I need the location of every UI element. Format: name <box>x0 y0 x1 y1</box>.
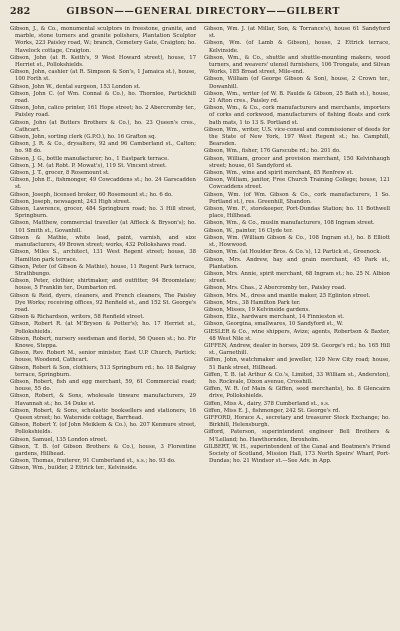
directory-entry: Gibson, Wm., builder, 2 Ettrick ter., Kelvinside. <box>10 465 138 472</box>
directory-entry: Gibson, John (at Butters Brothers & Co.), ho. 23 Queen's cres., Cathcart. <box>10 119 196 133</box>
directory-entry: Gibson, J. G., bottle manufacturer; ho., 1 Eastpark terrace. <box>10 155 169 162</box>
directory-entry: Giffen, Miss E. J., fishmonger, 242 St. George's rd. <box>204 407 341 414</box>
directory-entry: Gibson, J. R. & Co., drysalters, 92 and 96 Camberland st., Calton; ho. 98 do. <box>10 141 196 155</box>
directory-entry: Giffen, W. R. (of Main & Giffen, seed merchants), ho. 8 Glencairn drive, Pollokshields. <box>204 386 390 400</box>
directory-entry: Gibson, Matthew, commercial traveller (at Affleck & Bryson's); ho. 101 Smith st., Govanhill. <box>10 220 196 234</box>
directory-entry: Gibson, John, calico printer, 161 Hope street; ho. 2 Abercromby ter., Paisley road. <box>10 105 196 119</box>
running-title: GIBSON——GENERAL DIRECTORY——GILBERT <box>66 6 341 17</box>
directory-entry: Gifford, Paterson, superintendent engineer Bell Brothers & M'Lelland; ho. Hawthornden, Ibroxholm. <box>204 429 390 443</box>
directory-entry: Gibson, Miles S., architect, 131 West Regent street; house, 38 Hamilton park terrace. <box>10 249 196 263</box>
right-column <box>204 26 390 473</box>
directory-entry: Gibson, Misses, 19 Kelvinside gardens. <box>204 306 310 313</box>
directory-entry: Giffen, John, watchmaker and jeweller, 129 New City road; house, 51 Bank street, Hillhead. <box>204 357 390 371</box>
directory-entry: GIFFEN, Andrew, dealer in horses, 209 St. George's rd.; ho. 165 Hill st., Garnethill. <box>204 342 390 357</box>
directory-entry: Gibson, John C. (of Wm. Connal & Co.), ho. Thornlee, Partickhill road. <box>10 90 196 105</box>
directory-entry: Gibson, John, sorting clerk (G.P.O.), ho. 16 Grafton sq. <box>10 134 157 141</box>
directory-entry: Gibson, Mrs. Chas., 2 Abercromby ter., Paisley road. <box>204 285 347 292</box>
directory-entry: Gibson, Robert R. (at M'Bryson & Potter's); ho. 17 Herriet st., Pollokshields. <box>10 321 196 335</box>
two-columns <box>10 26 390 473</box>
directory-entry: Giffen, T. B. (at Arthur & Co.'s, Limited, 33 William st., Anderston), ho. Rockvale, Dixon avenue, Crosshill. <box>204 371 390 385</box>
directory-entry: Gibson, T. B. (of Gibson Brothers & Co.), house, 3 Florentine gardens, Hillhead. <box>10 443 196 457</box>
directory-entry: Gibson, Wm., & Co., shuttle and shuttle-mounting makers, wood turners, and weavers' utensil furnishers, 106 Trongate, and Silvan Works, 185 Broad street, Mile-end. <box>204 54 390 76</box>
directory-entry: Gibson, Wm., wine and spirit merchant, 85 Renfrew st. <box>204 170 354 177</box>
directory-entry: Gibson & Richardson, writers, 58 Renfield street. <box>10 314 145 321</box>
directory-entry: Gibson, William (of George Gibson & Son), house, 2 Crown ter., Dowanhill. <box>204 76 390 90</box>
directory-entry: Gibson, John E., fishmonger, 49 Cowcaddens st.; ho. 24 Garscadden st. <box>10 177 196 191</box>
directory-entry: Gibson, John (at R. Keith's, 9 West Howard street), house, 17 Herriet st., Pollokshields. <box>10 54 196 69</box>
directory-entry: Gibson, Robert Y. (of John Meiklem & Co.), ho. 207 Kenmure street, Pollokshields. <box>10 422 196 436</box>
directory-entry: Gibson, William, grocer and provision merchant, 150 Kelvinhaugh street; house, 61 Sandyford st. <box>204 155 390 169</box>
directory-entry: Gibson, Joseph, newsagent, 243 High street. <box>10 198 131 205</box>
directory-entry: Gibson, Wm. (William Gibson & Co., 108 Ingram st.), ho. 8 Elliott st., Howwood. <box>204 234 390 249</box>
directory-entry: Gibson, Joseph, licensed broker, 60 Rosemount st.; ho. 6 do. <box>10 191 173 198</box>
header-rule <box>10 22 390 23</box>
directory-entry: Gibson, W., painter, 16 Clyde ter. <box>204 227 293 234</box>
directory-entry: Gibson, Lawrence, grocer, 484 Springburn road; ho. 3 Hill street, Springburn. <box>10 206 196 220</box>
page-header <box>10 6 390 19</box>
directory-entry: Gibson & Reid, dyers, cleaners, and French cleaners, The Paisley Dye Works; receiving offices, 92 Renfield st., and 152 St. George's road. <box>10 292 196 313</box>
directory-entry: Giffen, Miss A., dairy, 378 Cumberland st., s.s. <box>204 400 330 407</box>
directory-entry: Gibson, Wm. J. (at Millar, Son, & Torrance's), house 61 Sandyford st. <box>204 26 390 40</box>
page-number: 282 <box>10 6 31 17</box>
directory-entry: Gibson, Robert, fish and egg merchant, 59, 61 Commercial road; house, 55 do. <box>10 378 196 393</box>
directory-entry: Gibson, Wm. (of Lamb & Gibson), house, 2 Ettrick terrace, Kelvinside. <box>204 40 390 54</box>
directory-entry: Gibson, Samuel, 135 London street. <box>10 436 108 443</box>
directory-entry: GILBERT, W. H., superintendent of the Canal and Boatmen's Friend Society of Scotland, Mission Hall, 173 North Speirs' Wharf, Port-Dundas; ho. 21 Windsor st.—See Adv. in App. <box>204 443 390 465</box>
directory-entry: Gibson, J. T., grocer, 8 Rosemount st. <box>10 170 110 177</box>
directory-entry: Gibson, Robert, nursery seedsman and florist, 56 Queen st.; ho. Fir Knowe, Steppa. <box>10 335 196 349</box>
directory-entry: Gibson, Thomas, fruiterer, 91 Cumberland st., s.s.; ho. 93 do. <box>10 458 176 465</box>
directory-entry: Gibson, J., & Co., monumental sculptors in freestone, granite, and marble, stone turners and granite polishers, Plantation Sculptor Works, 223 Paisley road, W.; branch, Cemetery Gate, Craigton; ho. Havelock cottage, Craigton. <box>10 26 196 54</box>
directory-entry: Gibson, Wm. (of Wm. Gibson & Co., cork manufacturers, 1 So. Portland st.), res. Greenhill, Shandon. <box>204 191 390 205</box>
directory-entry: Gibson, Mrs. Annie, spirit merchant, 68 Ingram st.; ho. 25 N. Albion street. <box>204 270 390 285</box>
directory-entry: Gibson, Peter (of Gibson & Mathie), house, 11 Regent Park terrace, Strathbungo. <box>10 263 196 277</box>
directory-entry: Gibson, Eliz., hardware merchant, 14 Finnieston st. <box>204 314 345 321</box>
directory-entry: GIESLER & Co., wine shippers, Avize; agents, Robertson & Baxter, 48 West Nile st. <box>204 328 390 342</box>
directory-entry: Gibson, J. M. (at Robt. P. Mowat's), 119 St. Vincent street. <box>10 162 167 169</box>
directory-entry: Gibson, Wm. F., storekeeper, Port-Dundas Station; ho. 11 Bothwell place, Hillhead. <box>204 206 390 220</box>
directory-entry: Gibson & Mathie, white lead, paint, varnish, and size manufacturers, 49 Brown street; works, 432 Pollokshaws road. <box>10 234 196 249</box>
directory-entry: Gibson, Mrs., 38 Hamilton Park ter. <box>204 299 301 306</box>
directory-entry: Gibson, William, janitor, Free Church Training College; house, 121 Cowcaddens street. <box>204 177 390 191</box>
left-column <box>10 26 196 473</box>
directory-entry: Gibson, Peter, clothier, shirtmaker, and outfitter, 94 Broomielaw; house, 5 Franklin ter., Dumbarton rd. <box>10 278 196 292</box>
directory-entry: Gibson, Wm., writer (of W. B. Faulds & Gibson, 25 Bath st.), house, 21 Afton cres., Paisley rd. <box>204 90 390 105</box>
directory-entry: Gibson, John W., dental surgeon, 153 London st. <box>10 83 141 90</box>
directory-entry: Gibson, Wm., writer, U.S. vice-consul and commissioner of deeds for the State of New York, 197 West Regent st.; ho. Camphill, Bearsden. <box>204 126 390 148</box>
directory-entry: Gibson, John, cashier (at R. Simpson & Son's, 1 Jamaica st.), house, 100 Forth st. <box>10 69 196 83</box>
directory-entry: Gibson, Wm., & Co., cork manufacturers and merchants, importers of corks and corkwood, manufacturers of fishing floats and cork bath mats, 1 to 13 S. Portland st. <box>204 105 390 126</box>
directory-entry: Gibson, Wm. (at Houlder Bros. & Co.'s), 12 Partick st., Greenock. <box>204 249 382 256</box>
directory-entry: Gibson, Mrs. M., dress and mantle maker, 25 Eglinton street. <box>204 292 371 299</box>
directory-entry: Gibson, Robert, & Sons, wholesale tinware manufacturers, 29 Havannah st.; ho. 34 Duke st. <box>10 393 196 407</box>
directory-entry: Gibson, Wm., & Co., muslin manufacturers, 108 Ingram street. <box>204 220 375 227</box>
directory-entry: Gibson, Georgina, smallwares, 10 Sandyford st., W. <box>204 321 343 328</box>
directory-entry: Gibson, Robert, & Sons, scholastic booksellers and stationers, 16 Queen street; ho. Waterside cottage, Barrhead. <box>10 407 196 421</box>
directory-entry: Gibson, Wm., fisher, 176 Garscube rd.; ho. 201 do. <box>204 148 341 155</box>
directory-entry: Gibson, Rev. Robert M., senior minister, East U.P. Church, Partick; house, Woodend, Cathcart. <box>10 350 196 364</box>
directory-entry: Gibson, Robert & Son, clothiers, 513 Springburn rd.; ho. 18 Balgray terrace, Springburn. <box>10 364 196 378</box>
directory-entry: GIFFORD, Horace A., secretary and treasurer Stock Exchange; ho. Birkhill, Helensburgh. <box>204 414 390 429</box>
directory-entry: Gibson, Mrs. Andrew, hay and grain merchant, 45 Park st., Plantation. <box>204 256 390 270</box>
